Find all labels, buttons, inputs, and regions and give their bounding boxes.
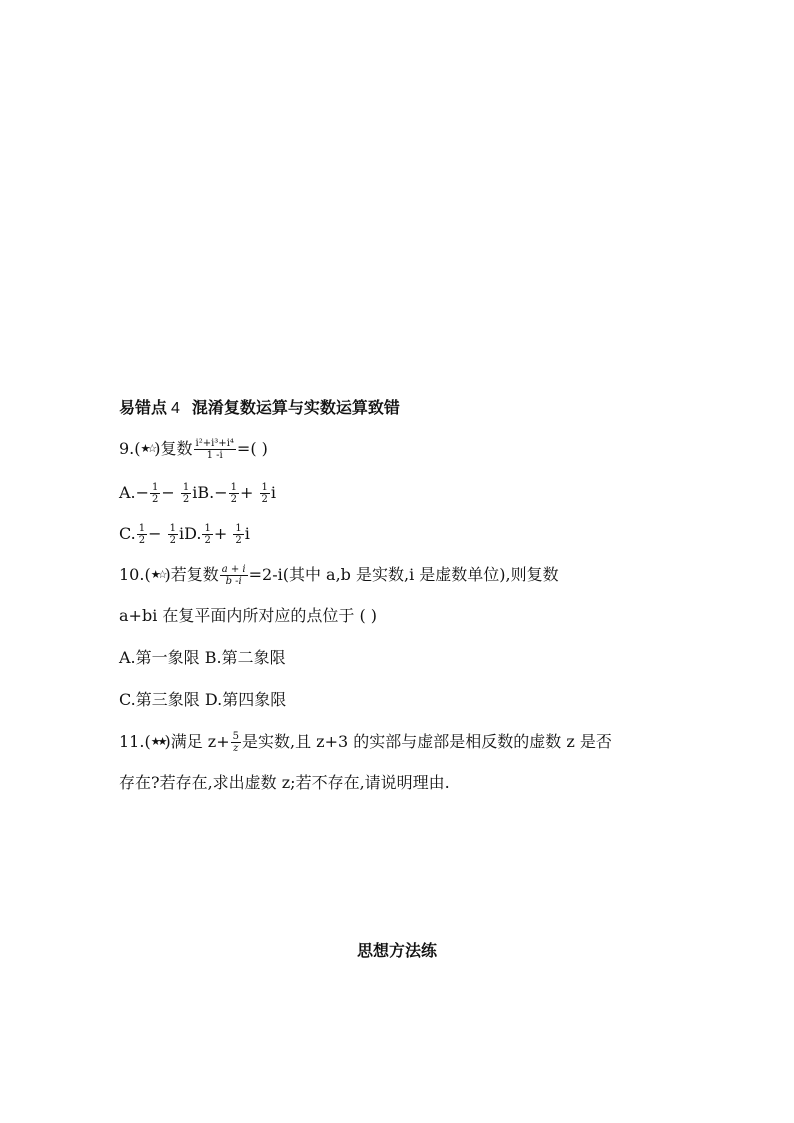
- half-fraction: [168, 523, 178, 546]
- q10-options-ab: A.第一象限 B.第二象限: [119, 648, 286, 667]
- minus-sign: −: [148, 524, 167, 543]
- fraction-denominator: 2: [235, 535, 242, 546]
- q11-number: 11.: [119, 732, 145, 751]
- imaginary-unit: i: [270, 483, 277, 502]
- error-point-heading: [119, 398, 400, 419]
- half-fraction: [233, 523, 243, 546]
- difficulty-stars-icon: ★★: [150, 735, 165, 748]
- fraction-numerator: 1: [138, 523, 146, 534]
- q11-fraction-denominator: z: [233, 743, 239, 754]
- heading-prefix: 易错点: [119, 398, 168, 417]
- minus-sign: −: [161, 483, 180, 502]
- q11-fraction: [231, 731, 241, 754]
- difficulty-stars-icon: ★☆: [150, 568, 165, 581]
- fraction-denominator: 2: [169, 535, 177, 546]
- q10-fraction-denominator: b -i: [225, 576, 242, 587]
- q9-option-c-label: C.: [119, 524, 136, 543]
- question-10: 10.(★☆)若复数 $\frac{a + i}{b -i}$ =2-i(其中 a,b 是实数,i 是虚数单位),则复数: [119, 564, 559, 587]
- fraction-denominator: 2: [204, 535, 211, 546]
- question-11: 11.(★★)满足 z+ $\frac{5}{z}$ 是实数,且 z+3 的实部与虚部是相反数的虚数 z 是否: [119, 731, 612, 754]
- fraction-numerator: 1: [204, 523, 211, 534]
- q11-fraction-numerator: 5: [232, 731, 239, 742]
- q9-number: 9.: [119, 439, 135, 458]
- fraction-denominator: 2: [182, 494, 190, 505]
- q10-number: 10.: [119, 565, 145, 584]
- q10-fraction: [220, 564, 248, 587]
- half-fraction: [202, 523, 212, 546]
- fraction-denominator: 2: [230, 494, 238, 505]
- q9-options-cd: [119, 523, 250, 546]
- q9-option-d-label: iD.: [179, 524, 202, 543]
- q9-fraction-denominator: 1 -i: [206, 450, 223, 461]
- fraction-numerator: 1: [261, 482, 268, 493]
- q10-text: 若复数: [170, 565, 219, 584]
- fraction-numerator: 1: [152, 482, 159, 493]
- q11-tail: 是实数,且 z+3 的实部与虚部是相反数的虚数 z 是否: [242, 732, 612, 751]
- half-fraction: [150, 482, 160, 505]
- half-fraction: [137, 523, 147, 546]
- question-9: 9.(★☆)复数 $\frac{\text{i²+i³+i⁴}}{1 -i}$ =( ): [119, 438, 268, 461]
- half-fraction: [229, 482, 239, 505]
- fraction-denominator: 2: [152, 494, 159, 505]
- q9-text: 复数: [160, 439, 193, 458]
- plus-sign: +: [240, 483, 259, 502]
- q9-options-ab: [119, 482, 276, 505]
- q9-fraction-numerator: i²+i³+i⁴: [195, 438, 234, 449]
- q11-line-2: 存在?若存在,求出虚数 z;若不存在,请说明理由.: [119, 773, 450, 792]
- q10-line-2: a+bi 在复平面内所对应的点位于 ( ): [119, 606, 378, 625]
- q9-fraction: [194, 438, 236, 461]
- fraction-numerator: 1: [182, 482, 190, 493]
- fraction-numerator: 1: [169, 523, 177, 534]
- fraction-denominator: 2: [138, 535, 146, 546]
- half-fraction: [181, 482, 191, 505]
- fraction-denominator: 2: [261, 494, 268, 505]
- difficulty-stars-icon: ★☆: [140, 442, 155, 455]
- heading-number: 4: [171, 400, 180, 417]
- q11-pre: 满足 z+: [170, 732, 230, 751]
- q9-option-b-label: iB.−: [192, 483, 228, 502]
- q10-options-cd: C.第三象限 D.第四象限: [119, 690, 287, 709]
- fraction-numerator: 1: [230, 482, 238, 493]
- plus-sign: +: [213, 524, 233, 543]
- half-fraction: [260, 482, 270, 505]
- q10-fraction-numerator: a + i: [221, 564, 246, 575]
- q10-tail: =2-i(其中 a,b 是实数,i 是虚数单位),则复数: [248, 565, 559, 584]
- fraction-numerator: 1: [235, 523, 242, 534]
- imaginary-unit: i: [244, 524, 250, 543]
- q9-tail: =( ): [236, 439, 268, 458]
- heading-title: 混淆复数运算与实数运算致错: [191, 398, 400, 417]
- q9-option-a-label: A.−: [119, 483, 150, 502]
- section-title: 思想方法练: [356, 941, 437, 960]
